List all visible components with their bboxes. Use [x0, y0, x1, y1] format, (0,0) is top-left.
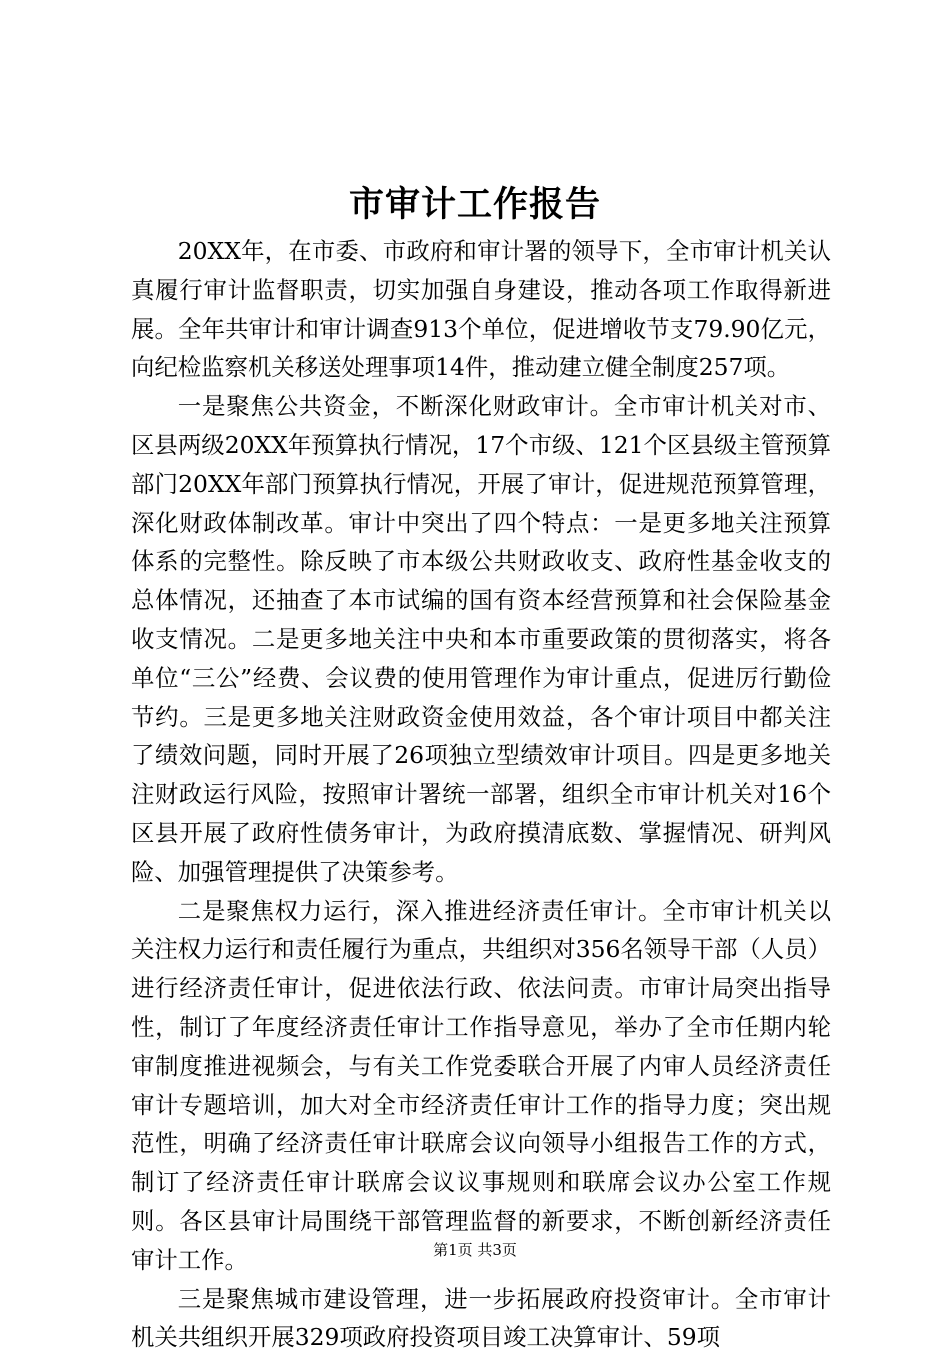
paragraph-intro: 20XX年，在市委、市政府和审计署的领导下，全市审计机关认真履行审计监督职责，切实加强自身建设，推动各项工作取得新进展。全年共审计和审计调查913个单位，促进增收节支79.90亿元，向纪检监察机关移送处理事项14件，推动建立健全制度257项。 — [131, 237, 831, 382]
paragraph-fiscal-audit: 一是聚焦公共资金，不断深化财政审计。全市审计机关对市、区县两级20XX年预算执行情况，17个市级、121个区县级主管预算部门20XX年部门预算执行情况，开展了审计，促进规范预算管理，深化财政体制改革。审计中突出了四个特点：一是更多地关注预算体系的完整性。除反映了市本级公共财政收支、政府性基金收支的总体情况，还抽查了本市试编的国有资本经营预算和社会保险基金收支情况。二是更多地关注中央和本市重要政策的贯彻落实，将各单位“三公”经费、会议费的使用管理作为审计重点，促进厉行勤俭节约。三是更多地关注财政资金使用效益，各个审计项目中都关注了绩效问题，同时开展了26项独立型绩效审计项目。四是更多地关注财政运行风险，按照审计署统一部署，组织全市审计机关对16个区县开展了政府性债务审计，为政府摸清底数、掌握情况、研判风险、加强管理提供了决策参考。 — [131, 392, 831, 886]
document-title: 市审计工作报告 — [348, 184, 601, 225]
paragraph-investment-audit: 三是聚焦城市建设管理，进一步拓展政府投资审计。全市审计机关共组织开展329项政府投资项目竣工决算审计、59项 — [131, 1284, 831, 1352]
page-number-footer: 第1页 共3页 — [433, 1241, 517, 1259]
paragraph-economic-responsibility-audit: 二是聚焦权力运行，深入推进经济责任审计。全市审计机关以关注权力运行和责任履行为重点，共组织对356名领导干部（人员）进行经济责任审计，促进依法行政、依法问责。市审计局突出指导性，制订了年度经济责任审计工作指导意见，举办了全市任期内轮审制度推进视频会，与有关工作党委联合开展了内审人员经济责任审计专题培训，加大对全市经济责任审计工作的指导力度；突出规范性，明确了经济责任审计联席会议向领导小组报告工作的方式，制订了经济责任审计联席会议议事规则和联席会议办公室工作规则。各区县审计局围绕干部管理监督的新要求，不断创新经济责任审计工作。 — [131, 896, 831, 1274]
document-body — [131, 232, 831, 1357]
